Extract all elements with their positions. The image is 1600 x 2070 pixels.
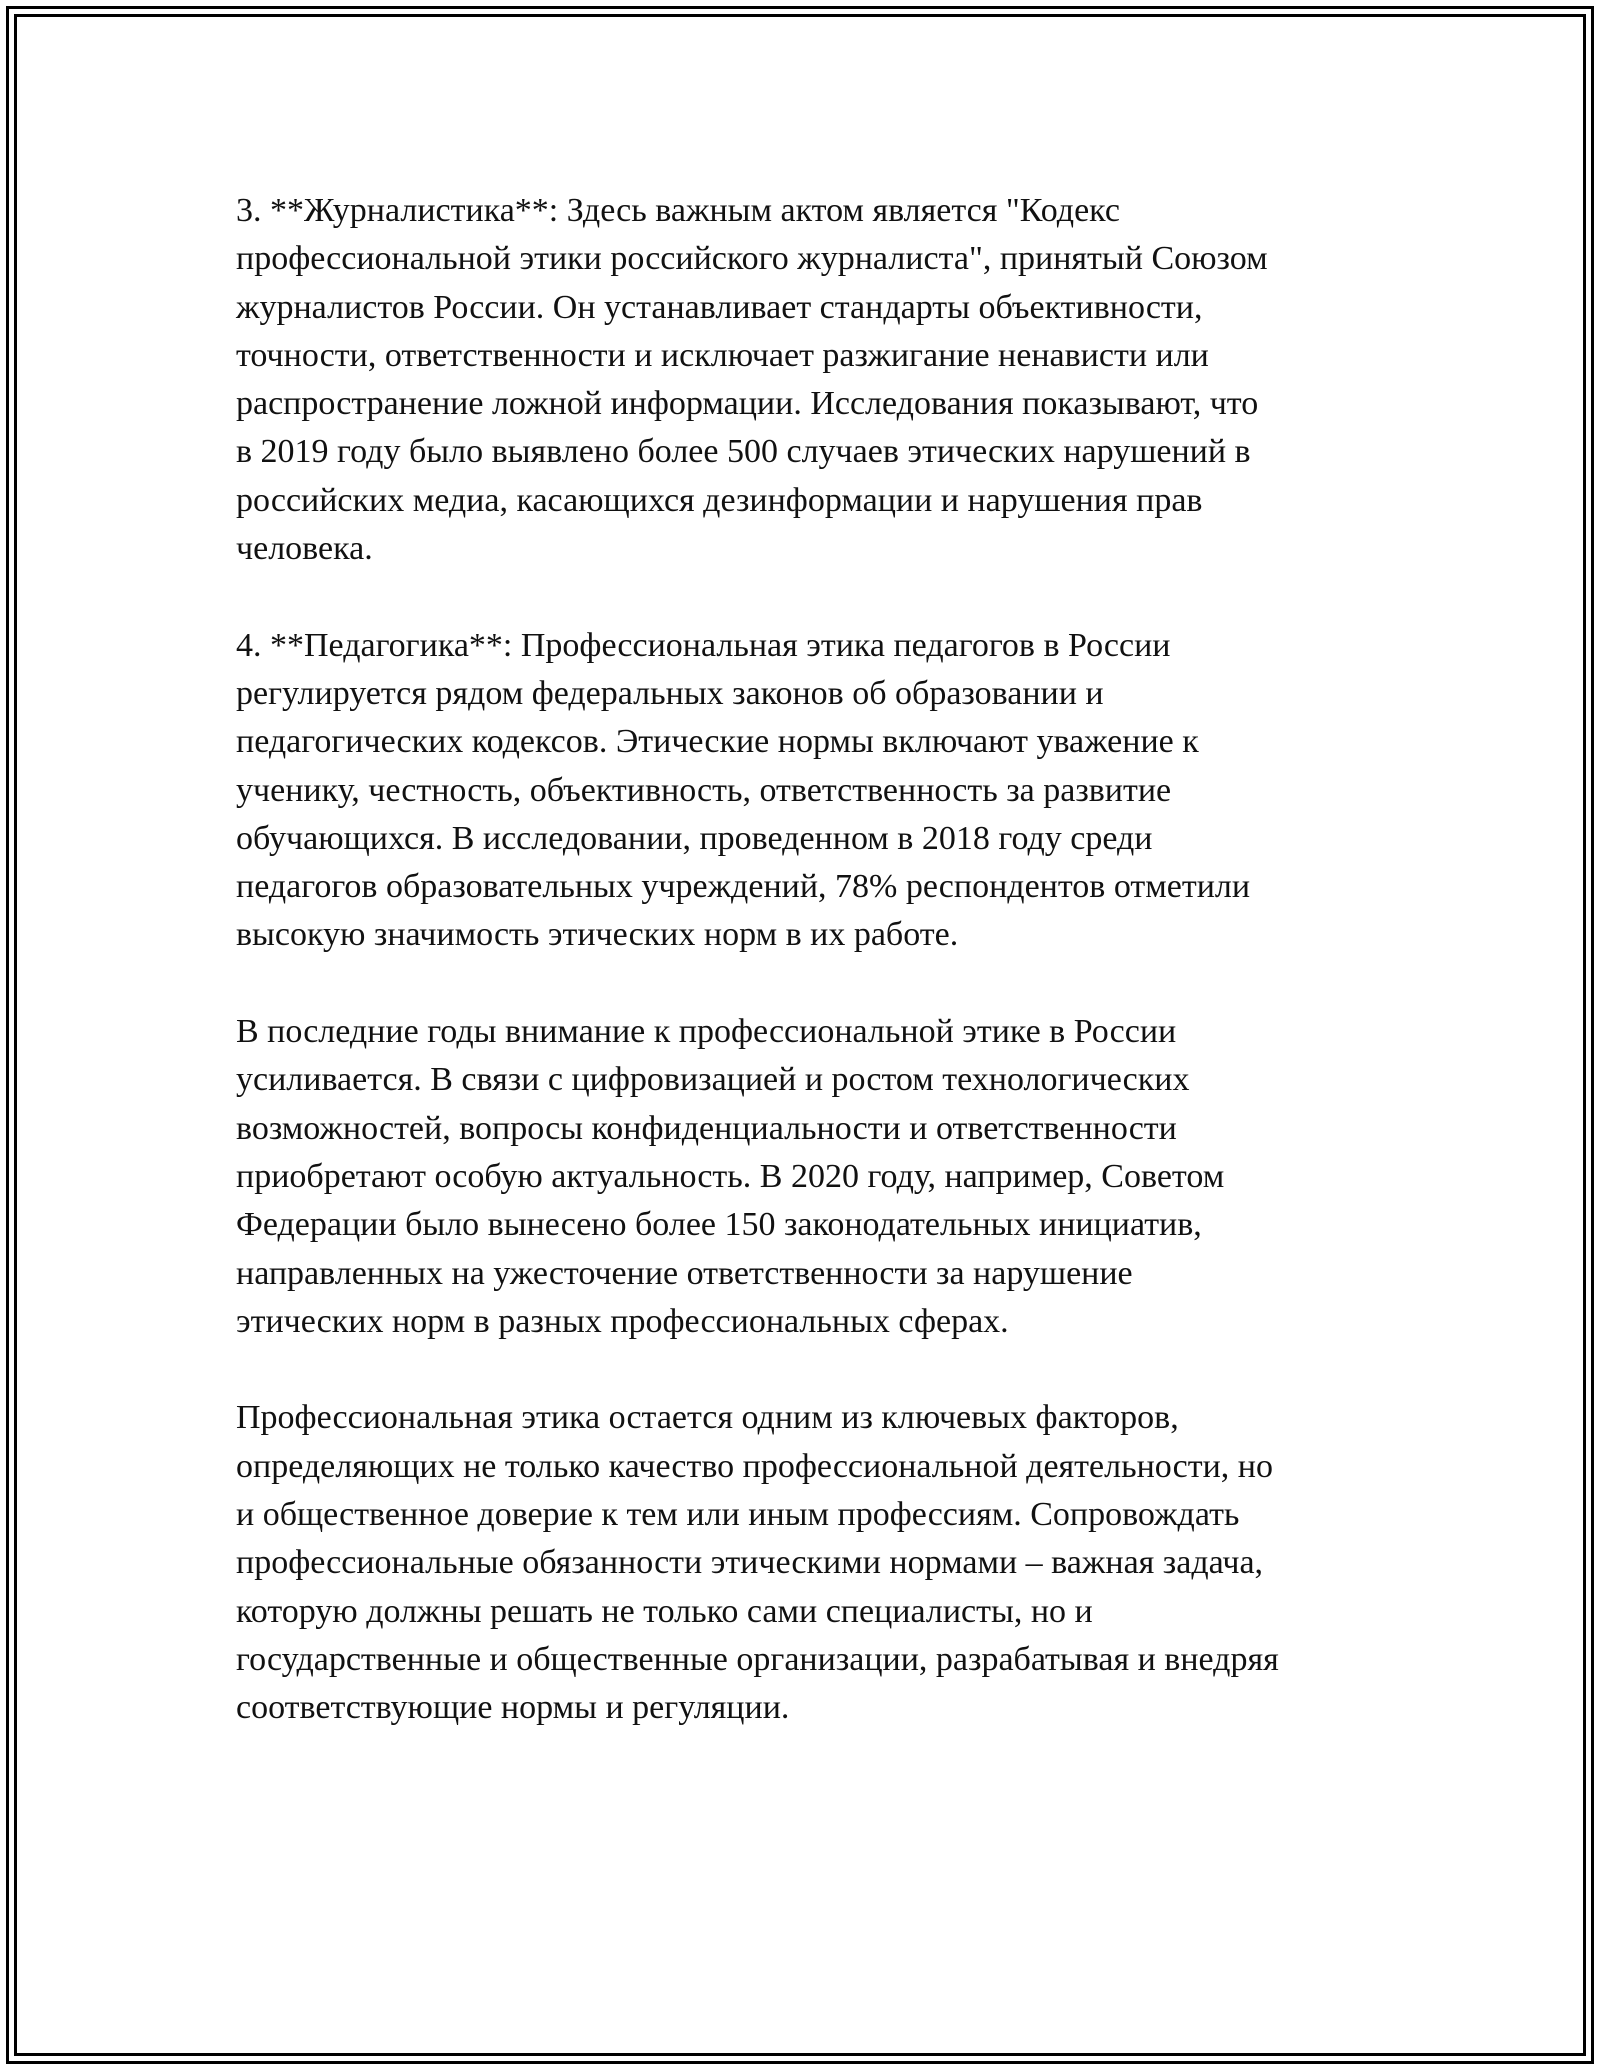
text-line: педагогических кодексов. Этические нормы включают уважение к bbox=[236, 723, 1199, 761]
text-line: направленных на ужесточение ответственности за нарушение bbox=[236, 1254, 1133, 1292]
paragraph-journalism bbox=[236, 187, 1386, 573]
text-line: возможностей, вопросы конфиденциальности и ответственности bbox=[236, 1109, 1177, 1147]
text-line: профессиональной этики российского журналиста", принятый Союзом bbox=[236, 240, 1268, 278]
text-line: распространение ложной информации. Исследования показывают, что bbox=[236, 385, 1259, 423]
paragraph-recent-years bbox=[236, 1008, 1386, 1346]
text-line: профессиональные обязанности этическими нормами – важная задача, bbox=[236, 1544, 1264, 1582]
text-line: соответствующие нормы и регуляции. bbox=[236, 1689, 790, 1727]
document-body bbox=[236, 187, 1386, 1781]
text-line: российских медиа, касающихся дезинформации и нарушения прав bbox=[236, 481, 1203, 519]
text-line: которую должны решать не только сами специалисты, но и bbox=[236, 1592, 1093, 1630]
text-line: в 2019 году было выявлено более 500 случаев этических нарушений в bbox=[236, 433, 1251, 471]
text-line: Профессиональная этика остается одним из ключевых факторов, bbox=[236, 1399, 1179, 1437]
text-line: определяющих не только качество профессиональной деятельности, но bbox=[236, 1447, 1273, 1485]
text-line: человека. bbox=[236, 530, 373, 568]
text-line: приобретают особую актуальность. В 2020 году, например, Советом bbox=[236, 1157, 1225, 1195]
text-line: 4. **Педагогика**: Профессиональная этика педагогов в России bbox=[236, 626, 1171, 664]
text-line: В последние годы внимание к профессиональной этике в России bbox=[236, 1013, 1177, 1051]
text-line: и общественное доверие к тем или иным профессиям. Сопровождать bbox=[236, 1496, 1240, 1534]
text-line: государственные и общественные организации, разрабатывая и внедряя bbox=[236, 1640, 1279, 1678]
text-line: этических норм в разных профессиональных сферах. bbox=[236, 1302, 1009, 1340]
text-line: Федерации было вынесено более 150 законодательных инициатив, bbox=[236, 1206, 1202, 1244]
text-line: журналистов России. Он устанавливает стандарты объективности, bbox=[236, 288, 1203, 326]
text-line: ученику, честность, объективность, ответственность за развитие bbox=[236, 771, 1172, 809]
paragraph-pedagogy bbox=[236, 622, 1386, 960]
text-line: усиливается. В связи с цифровизацией и ростом технологических bbox=[236, 1061, 1190, 1099]
text-line: 3. **Журналистика**: Здесь важным актом является "Кодекс bbox=[236, 192, 1120, 229]
text-line: обучающихся. В исследовании, проведенном в 2018 году среди bbox=[236, 819, 1153, 857]
text-line: педагогов образовательных учреждений, 78% респондентов отметили bbox=[236, 868, 1251, 906]
paragraph-conclusion bbox=[236, 1394, 1386, 1732]
text-line: точности, ответственности и исключает разжигание ненависти или bbox=[236, 336, 1209, 374]
text-line: высокую значимость этических норм в их работе. bbox=[236, 916, 959, 954]
text-line: регулируется рядом федеральных законов об образовании и bbox=[236, 674, 1104, 712]
